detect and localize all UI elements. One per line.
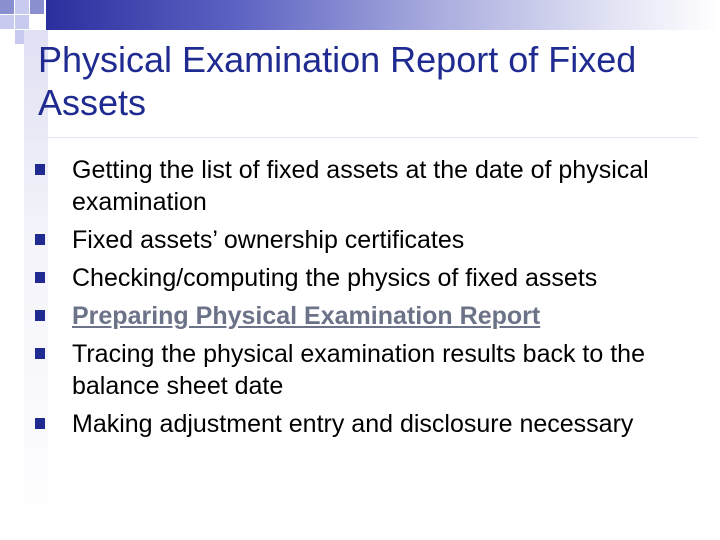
bullet-list — [66, 154, 686, 446]
bullet-hyperlink[interactable]: Preparing Physical Examination Report — [72, 302, 541, 330]
title-divider — [28, 137, 698, 138]
bullet-text: Fixed assets’ ownership certificates — [72, 226, 465, 254]
slide-title: Physical Examination Report of Fixed Assets — [38, 39, 637, 123]
bullet-item — [66, 224, 686, 256]
bullet-text: Making adjustment entry and disclosure necessary — [72, 410, 634, 438]
bullet-item — [66, 300, 686, 332]
bullet-item — [66, 408, 686, 440]
bullet-text: Getting the list of fixed assets at the date of physical examination — [72, 156, 649, 216]
bullet-text: Checking/computing the physics of fixed assets — [72, 264, 598, 292]
square-bullet-icon — [35, 234, 45, 245]
bullet-text: Tracing the physical examination results back to the balance sheet date — [72, 340, 645, 400]
square-bullet-icon — [35, 348, 45, 359]
bullet-item — [66, 154, 686, 218]
square-bullet-icon — [35, 310, 45, 321]
decorative-top-band — [46, 0, 720, 30]
bullet-item — [66, 338, 686, 402]
bullet-item — [66, 262, 686, 294]
square-bullet-icon — [35, 418, 45, 429]
square-bullet-icon — [35, 272, 45, 283]
square-bullet-icon — [35, 164, 45, 175]
